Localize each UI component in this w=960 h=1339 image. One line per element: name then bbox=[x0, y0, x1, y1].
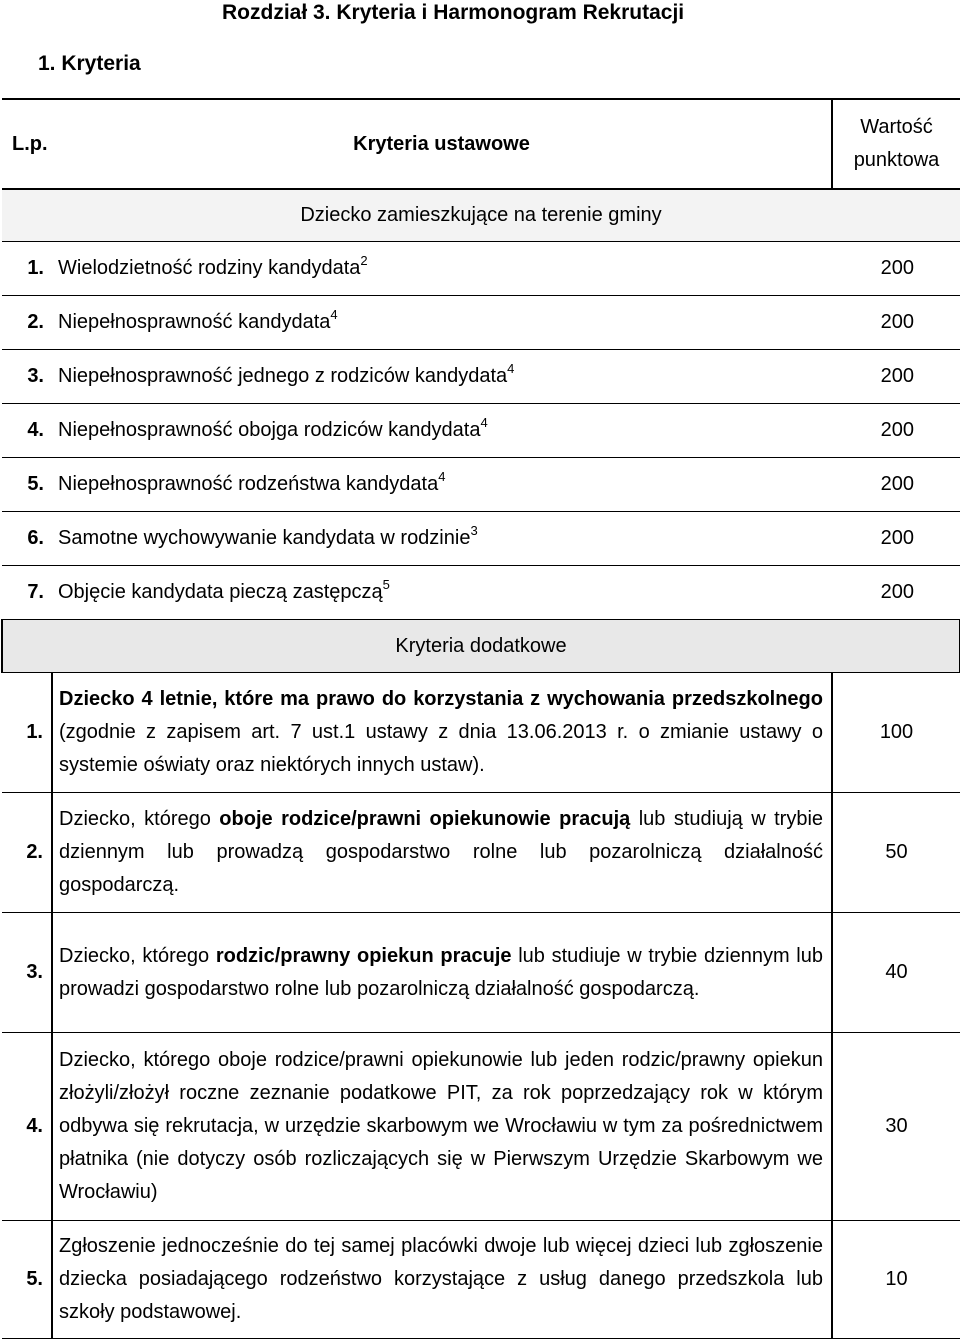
row-number: 4. bbox=[2, 404, 52, 458]
table-row bbox=[2, 350, 960, 404]
criterion-text: lub studiują w trybie dziennym lub prowadzą gospodarstwo rolne lub pozarolniczą działalność gospodarczą. bbox=[59, 808, 824, 896]
row-number: 3. bbox=[2, 913, 52, 1033]
row-number: 1. bbox=[2, 673, 52, 793]
criterion-text: Niepełnosprawność obojga rodziców kandydata bbox=[58, 419, 481, 441]
row-criterion bbox=[52, 296, 832, 350]
header-value-line1: Wartość bbox=[860, 116, 933, 138]
row-criterion bbox=[52, 242, 832, 296]
footnote-ref: 2 bbox=[360, 253, 368, 268]
row-criterion bbox=[52, 1221, 832, 1339]
row-criterion bbox=[52, 673, 832, 793]
row-points: 200 bbox=[832, 404, 960, 458]
row-number: 5. bbox=[2, 458, 52, 512]
table-row bbox=[2, 566, 960, 620]
row-criterion bbox=[52, 793, 832, 913]
footnote-ref: 5 bbox=[382, 577, 390, 592]
header-value-line2: punktowa bbox=[853, 149, 940, 171]
criterion-text: Dziecko, którego bbox=[59, 944, 216, 967]
row-number: 6. bbox=[2, 512, 52, 566]
criterion-emphasis: Dziecko 4 letnie, które ma prawo do korzystania z wychowania przedszkolnego bbox=[59, 688, 823, 710]
criterion-emphasis: oboje rodzice/prawni opiekunowie pracują bbox=[219, 808, 631, 830]
row-points: 200 bbox=[832, 566, 960, 620]
section-row-statutory bbox=[2, 189, 960, 242]
row-number: 3. bbox=[2, 350, 52, 404]
section-row-additional bbox=[2, 620, 960, 673]
criteria-table bbox=[1, 98, 960, 1339]
row-points: 10 bbox=[832, 1221, 960, 1339]
footnote-ref: 4 bbox=[330, 307, 338, 322]
header-criteria: Kryteria ustawowe bbox=[52, 99, 832, 189]
criterion-text: Objęcie kandydata pieczą zastępczą bbox=[58, 581, 383, 603]
footnote-ref: 4 bbox=[507, 361, 515, 376]
row-criterion bbox=[52, 1033, 832, 1221]
row-number: 1. bbox=[2, 242, 52, 296]
row-points: 40 bbox=[832, 913, 960, 1033]
header-value bbox=[832, 99, 960, 189]
row-points: 200 bbox=[832, 512, 960, 566]
row-criterion bbox=[52, 350, 832, 404]
criterion-text: Zgłoszenie jednocześnie do tej samej placówki dwoje lub więcej dzieci lub zgłoszenie dziecka posiadającego rodzeństwo korzystające z usług danego przedszkola lub szkoły podstawowej. bbox=[59, 1235, 823, 1323]
row-number: 2. bbox=[2, 296, 52, 350]
row-points: 200 bbox=[832, 296, 960, 350]
footnote-ref: 4 bbox=[480, 415, 488, 430]
table-row bbox=[2, 793, 960, 913]
footnote-ref: 4 bbox=[438, 469, 446, 484]
header-lp: L.p. bbox=[2, 99, 52, 189]
criterion-text: Niepełnosprawność rodzeństwa kandydata bbox=[58, 473, 439, 495]
criterion-text: Niepełnosprawność kandydata bbox=[58, 311, 331, 333]
table-header-row bbox=[2, 99, 960, 189]
row-points: 50 bbox=[832, 793, 960, 913]
row-criterion bbox=[52, 913, 832, 1033]
section-label-additional: Kryteria dodatkowe bbox=[2, 620, 960, 673]
criterion-text: Samotne wychowywanie kandydata w rodzinie bbox=[58, 527, 471, 549]
table-row bbox=[2, 673, 960, 793]
criterion-text: (zgodnie z zapisem art. 7 ust.1 ustawy z dnia 13.06.2013 r. o zmianie ustawy o systemie oświaty oraz niektórych innych ustaw). bbox=[59, 721, 823, 776]
criterion-text: Wielodzietność rodziny kandydata bbox=[58, 257, 361, 279]
row-criterion bbox=[52, 404, 832, 458]
row-number: 7. bbox=[2, 566, 52, 620]
row-points: 30 bbox=[832, 1033, 960, 1221]
chapter-title: Rozdział 3. Kryteria i Harmonogram Rekrutacji bbox=[222, 1, 685, 24]
criterion-emphasis: rodzic/prawny opiekun pracuje bbox=[215, 944, 512, 967]
row-points: 200 bbox=[832, 458, 960, 512]
row-points: 200 bbox=[832, 350, 960, 404]
footnote-ref: 3 bbox=[470, 523, 478, 538]
criterion-text: Niepełnosprawność jednego z rodziców kandydata bbox=[58, 365, 508, 387]
table-row bbox=[2, 1033, 960, 1221]
table-row bbox=[2, 913, 960, 1033]
table-row bbox=[2, 296, 960, 350]
table-row bbox=[2, 404, 960, 458]
row-criterion bbox=[52, 458, 832, 512]
row-criterion bbox=[52, 566, 832, 620]
criterion-text: lub studiuje w trybie dziennym lub prowadzi gospodarstwo rolne lub pozarolniczą działalność gospodarczą. bbox=[59, 944, 823, 1000]
table-row bbox=[2, 458, 960, 512]
row-number: 5. bbox=[2, 1221, 52, 1339]
criterion-text: Dziecko, którego oboje rodzice/prawni opiekunowie lub jeden rodzic/prawny opiekun złożyli/złożył roczne zeznanie podatkowe PIT, za rok poprzedzający rok w którym odbywa się rekrutacja, w urzędzie skarbowym we Wrocławiu w tym za pośrednictwem płatnika (nie dotyczy osób rozliczających się w Pierwszym Urzędzie Skarbowym we Wrocławiu) bbox=[59, 1049, 823, 1203]
row-number: 2. bbox=[2, 793, 52, 913]
row-points: 200 bbox=[832, 242, 960, 296]
row-criterion bbox=[52, 512, 832, 566]
section-heading: 1. Kryteria bbox=[38, 52, 141, 75]
row-points: 100 bbox=[832, 673, 960, 793]
row-number: 4. bbox=[2, 1033, 52, 1221]
table-row bbox=[2, 242, 960, 296]
section-label-statutory: Dziecko zamieszkujące na terenie gminy bbox=[2, 189, 960, 242]
table-row bbox=[2, 512, 960, 566]
criterion-text: Dziecko, którego bbox=[59, 808, 220, 830]
table-row bbox=[2, 1221, 960, 1339]
